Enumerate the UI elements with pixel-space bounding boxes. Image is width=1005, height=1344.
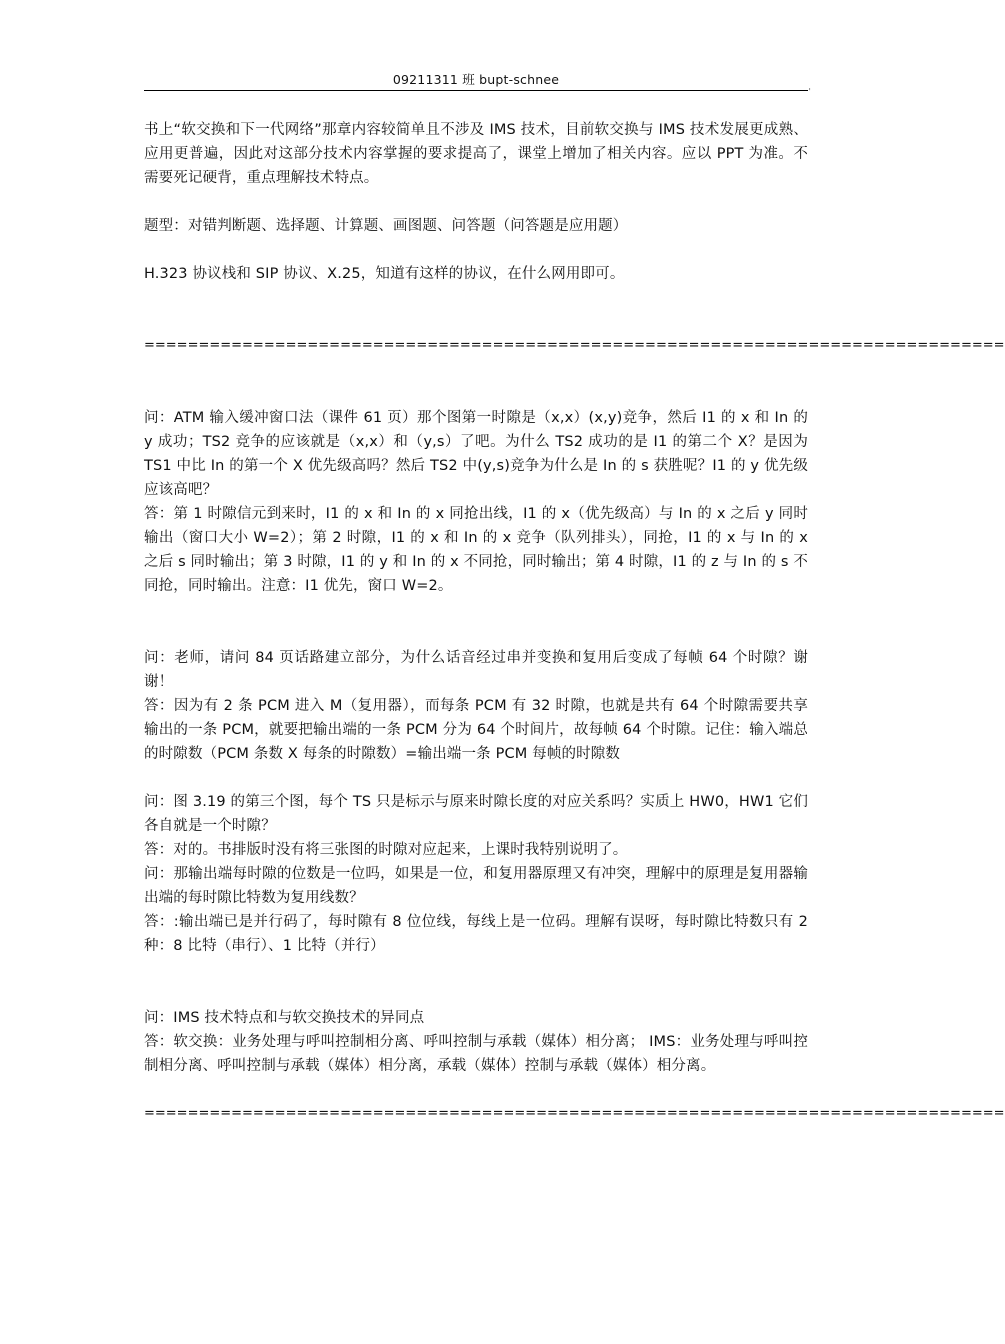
document-body [144,118,1005,1126]
header-text: 09211311 班 bupt-schnee [392,72,560,87]
answer-4: 答：软交换：业务处理与呼叫控制相分离、呼叫控制与承载（媒体）相分离； IMS：业务处理与呼叫控制相分离、呼叫控制与承载（媒体）相分离，承载（媒体）控制与承载（媒体）相分离。 [144,1034,808,1074]
answer-3b: 答：:输出端已是并行码了，每时隙有 8 位位线，每线上是一位码。理解有误呀，每时隙比特数只有 2 种：8 比特（串行）、1 比特（并行） [144,914,808,954]
answer-1: 答：第 1 时隙信元到来时，I1 的 x 和 In 的 x 同抢出线，I1 的 x（优先级高）与 In 的 x 之后 y 同时输出（窗口大小 W=2）；第 2 时隙，I1 的 x 和 In 的 x 竞争（队列排头），同抢，I1 的 x 与 In 的 x 之后 s 同时输出；第 3 时隙，I1 的 y 和 In 的 x 不同抢，同时输出；第 4 时隙，I1 的 z 与 In 的 s 不同抢，同时输出。注意：I1 优先，窗口 W=2。 [144,506,808,594]
question-1: 问：ATM 输入缓冲窗口法（课件 61 页）那个图第一时隙是（x,x）(x,y)竞争，然后 I1 的 x 和 In 的 y 成功；TS2 竞争的应该就是（x,x）和（y,s）了吧。为什么 TS2 成功的是 I1 的第二个 X？是因为 TS1 中比 In 的第一个 X 优先级高吗？然后 TS2 中(y,s)竞争为什么是 In 的 s 获胜呢？I1 的 y 优先级应该高吧？ [144,410,808,498]
intro-paragraph: 书上“软交换和下一代网络”那章内容较简单且不涉及 IMS 技术，目前软交换与 IMS 技术发展更成熟、应用更普遍，因此对这部分技术内容掌握的要求提高了，课堂上增加了相关内容。应以 PPT 为准。不需要死记硬背，重点理解技术特点。 [144,122,808,186]
spacer [144,286,808,334]
spacer [144,190,808,214]
question-3: 问：图 3.19 的第三个图，每个 TS 只是标示与原来时隙长度的对应关系吗？实质上 HW0，HW1 它们各自就是一个时隙？ [144,794,808,834]
spacer [144,238,808,262]
page-header [144,72,811,96]
spacer [144,358,808,406]
question-4: 问：IMS 技术特点和与软交换技术的异同点 [144,1010,425,1026]
spacer [144,1078,808,1102]
answer-2: 答：因为有 2 条 PCM 进入 M（复用器），而每条 PCM 有 32 时隙，也就是共有 64 个时隙需要共享输出的一条 PCM，就要把输出端的一条 PCM 分为 64 个时间片，故每帧 64 个时隙。记住：输入端总的时隙数（PCM 条数 X 每条的时隙数）=输出端一条 PCM 每帧的时隙数 [144,698,808,762]
answer-3: 答：对的。书排版时没有将三张图的时隙对应起来，上课时我特别说明了。 [144,842,628,858]
question-3b: 问：那输出端每时隙的位数是一位吗，如果是一位，和复用器原理又有冲突，理解中的原理是复用器输出端的每时隙比特数为复用线数？ [144,866,808,906]
separator-line-1: =============================================================================== [144,338,1005,353]
header-mark: ' [808,87,811,96]
spacer [144,958,808,1006]
separator-line-2: =============================================================================== [144,1106,1005,1121]
protocols-note: H.323 协议栈和 SIP 协议、X.25，知道有这样的协议，在什么网用即可。 [144,266,625,282]
question-2: 问：老师，请问 84 页话路建立部分，为什么话音经过串并变换和复用后变成了每帧 64 个时隙？谢谢！ [144,650,808,690]
spacer [144,598,808,646]
spacer [144,766,808,790]
question-types: 题型：对错判断题、选择题、计算题、画图题、问答题（问答题是应用题） [144,218,628,234]
